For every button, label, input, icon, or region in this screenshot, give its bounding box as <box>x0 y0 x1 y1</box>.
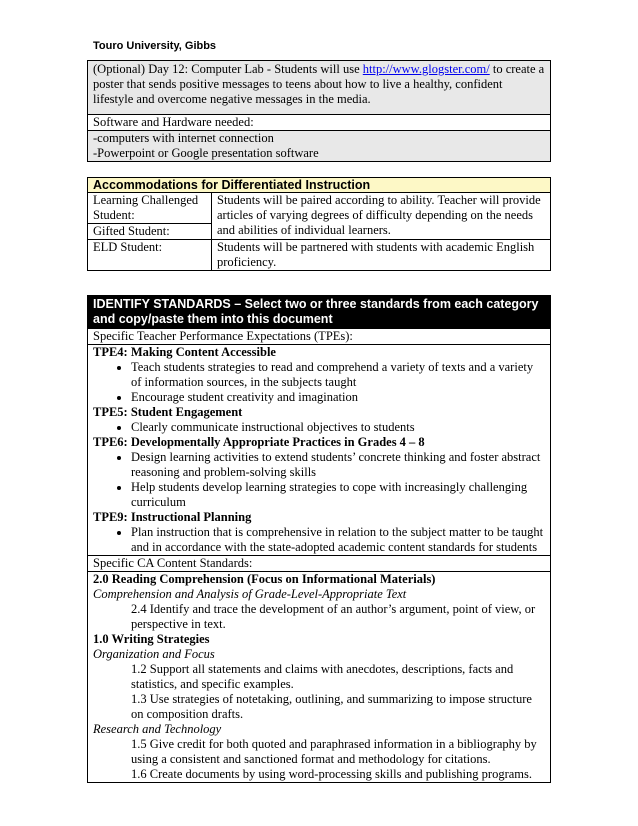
tpe4-list <box>93 360 545 405</box>
standards-table <box>87 295 551 783</box>
tpe9-list <box>93 525 545 555</box>
software-list-cell <box>88 131 551 162</box>
optional-activity-table <box>87 60 551 162</box>
writing-standard-1-5: 1.5 Give credit for both quoted and paraphrased information in a bibliography by using a consistent and sanctioned format and methodology for citations. <box>131 737 537 766</box>
accommodations-table <box>87 177 551 271</box>
page-header: Touro University, Gibbs <box>93 40 217 52</box>
reading-standard-text: 2.4 Identify and trace the development of an author’s argument, point of view, or perspective in text. <box>131 602 536 631</box>
tpe-heading: Specific Teacher Performance Expectations (TPEs): <box>88 329 551 345</box>
ca-heading: Specific CA Content Standards: <box>88 556 551 572</box>
writing-title: 1.0 Writing Strategies <box>93 632 210 646</box>
software-heading: Software and Hardware needed: <box>88 115 551 131</box>
list-item: • Design learning activities to extend students’ concrete thinking and foster abstract reasoning and problem-solving skills <box>131 450 545 480</box>
tpe6-list <box>93 450 545 510</box>
reading-standard-2-4 <box>93 602 545 632</box>
tpe9-title: TPE9: Instructional Planning <box>93 510 252 524</box>
optional-text-before: (Optional) Day 12: Computer Lab - Students will use <box>93 62 363 76</box>
writing-standard-1-2: 1.2 Support all statements and claims with anecdotes, descriptions, facts and statistics, and specific examples. <box>131 662 514 691</box>
software-item: -Powerpoint or Google presentation software <box>93 146 319 160</box>
standards-heading: IDENTIFY STANDARDS – Select two or three standards from each category and copy/paste them into this document <box>88 296 551 329</box>
eld-text: Students will be partnered with students with academic English proficiency. <box>212 240 551 271</box>
tpe-list-cell <box>88 345 551 556</box>
tpe6-title: TPE6: Developmentally Appropriate Practices in Grades 4 – 8 <box>93 435 425 449</box>
list-item: • Help students develop learning strategies to cope with increasingly challenging curriculum <box>131 480 545 510</box>
tpe5-title: TPE5: Student Engagement <box>93 405 243 419</box>
organization-subheading: Organization and Focus <box>93 647 215 661</box>
tpe5-list <box>93 420 545 435</box>
glogster-link[interactable]: http://www.glogster.com/ <box>362 62 490 76</box>
reading-title: 2.0 Reading Comprehension (Focus on Informational Materials) <box>93 572 436 586</box>
writing-standard-1-6: 1.6 Create documents by using word-processing skills and publishing programs. <box>131 767 532 781</box>
list-item: • Encourage student creativity and imagination <box>131 390 545 405</box>
list-item: • Clearly communicate instructional objectives to students <box>131 420 545 435</box>
eld-label: ELD Student: <box>88 240 212 271</box>
research-subheading: Research and Technology <box>93 722 222 736</box>
learning-challenged-label: Learning Challenged Student: <box>88 193 212 224</box>
writing-standard-1-3: 1.3 Use strategies of notetaking, outlining, and summarizing to impose structure on composition drafts. <box>131 692 532 721</box>
learning-gifted-text: Students will be paired according to ability. Teacher will provide articles of varying degrees of difficulty depending on the needs and abilities of individual learners. <box>212 193 551 240</box>
reading-subheading: Comprehension and Analysis of Grade-Level-Appropriate Text <box>93 587 407 601</box>
list-item: • Plan instruction that is comprehensive in relation to the subject matter to be taught and in accordance with the state-adopted academic content standards for students <box>131 525 545 555</box>
software-item: -computers with internet connection <box>93 131 274 145</box>
optional-text-after: to create a poster that sends positive messages to teens about how to live a healthy, confident lifestyle and overcome negative messages in the media. <box>93 62 545 106</box>
list-item: • Teach students strategies to read and comprehend a variety of texts and a variety of information sources, in the subjects taught <box>131 360 545 390</box>
optional-activity-cell <box>88 61 551 115</box>
tpe4-title: TPE4: Making Content Accessible <box>93 345 276 359</box>
accommodations-heading: Accommodations for Differentiated Instruction <box>88 178 551 193</box>
gifted-label: Gifted Student: <box>88 224 212 240</box>
ca-standards-cell <box>88 572 551 783</box>
